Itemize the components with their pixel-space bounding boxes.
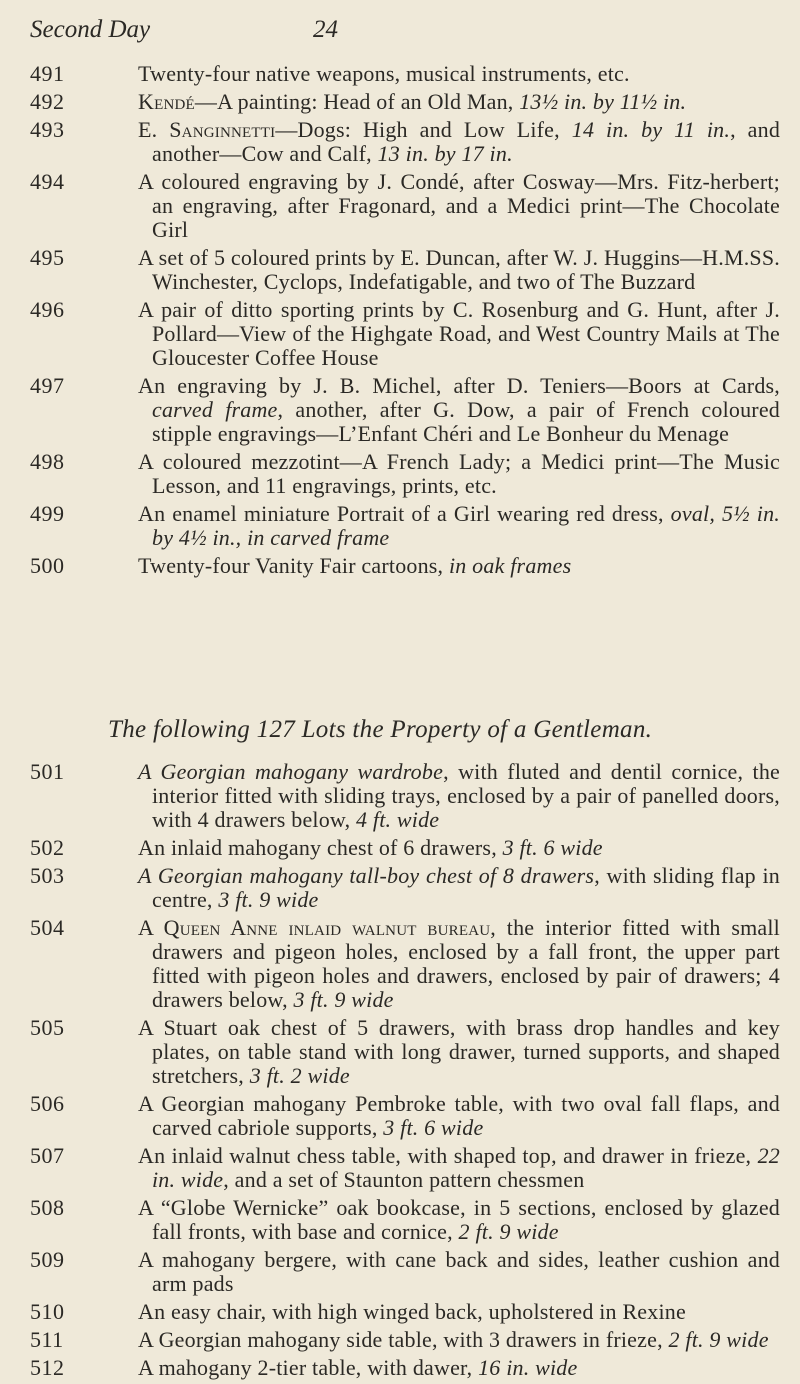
lot-number: 502 <box>30 835 65 860</box>
lot-description-part: 2 ft. 9 wide <box>458 1219 559 1244</box>
lot-description-part: 4 ft. wide <box>355 807 440 832</box>
lot-description <box>138 1196 780 1244</box>
lot-number: 499 <box>30 501 65 526</box>
lot-number: 491 <box>30 61 65 86</box>
lot-entry <box>30 450 780 498</box>
lot-number: 503 <box>30 863 65 888</box>
lot-description-part: E. Sanginnetti <box>138 117 276 142</box>
lot-entry <box>30 1016 780 1088</box>
lot-entry <box>30 1328 780 1352</box>
lot-description <box>138 1144 780 1192</box>
lot-entry <box>30 62 780 86</box>
lot-entry <box>30 1300 780 1324</box>
page-number: 24 <box>313 16 338 43</box>
lot-description-part: A Queen Anne inlaid walnut bureau <box>138 915 491 940</box>
lot-description-part: , another, after G. Dow, a pair of French coloured stipple engravings—L’Enfant Chéri and Le Bonheur du Menage <box>152 397 780 446</box>
lot-description-part: A Georgian mahogany side table, with 3 drawers in frieze, <box>138 1327 669 1352</box>
lot-description <box>138 246 780 294</box>
lot-description-part: , with sliding flap in centre, <box>152 863 780 912</box>
lot-description-part: 3 ft. 2 wide <box>249 1063 350 1088</box>
lot-description-part: 16 in. wide <box>478 1355 578 1380</box>
lot-description-part: Twenty-four native weapons, musical instruments, etc. <box>138 61 630 86</box>
lot-description-part: 3 ft. 6 wide <box>383 1115 484 1140</box>
lot-description <box>138 1300 780 1324</box>
lot-description-part: A pair of ditto sporting prints by C. Rosenburg and G. Hunt, after J. Pollard—View of the Highgate Road, and West Country Mails at The Gloucester Coffee House <box>138 297 780 370</box>
lot-number: 495 <box>30 245 65 270</box>
lot-description-part: An inlaid mahogany chest of 6 drawers, <box>138 835 503 860</box>
lot-description-part: A “Globe Wernicke” oak bookcase, in 5 sections, enclosed by glazed fall fronts, with base and cornice, <box>138 1195 780 1244</box>
lot-description-part: carved frame <box>152 397 278 422</box>
lot-description-part: Kendé <box>138 89 195 114</box>
lot-entry <box>30 502 780 550</box>
lot-description-part: Twenty-four Vanity Fair cartoons, <box>138 553 449 578</box>
lot-number: 509 <box>30 1247 65 1272</box>
lot-description <box>138 554 780 578</box>
lot-entry <box>30 1196 780 1244</box>
lot-number: 497 <box>30 373 65 398</box>
lot-entry <box>30 246 780 294</box>
lot-entry <box>30 118 780 166</box>
lot-entry <box>30 374 780 446</box>
lot-description-part: A set of 5 coloured prints by E. Duncan, after W. J. Huggins—H.M.SS. Winchester, Cyclops, Indefatigable, and two of The Buzzard <box>138 245 780 294</box>
lot-description-part: 3 ft. 9 wide <box>293 987 394 1012</box>
lot-description <box>138 864 780 912</box>
lot-entry <box>30 170 780 242</box>
lot-entry <box>30 554 780 578</box>
lot-description-part: 13½ in. by 11½ in. <box>519 89 687 114</box>
lot-number: 492 <box>30 89 65 114</box>
lot-description-part: , with fluted and dentil cornice, the interior fitted with sliding trays, enclosed by a pair of panelled doors, with 4 drawers below, <box>152 759 781 832</box>
lot-description <box>138 1016 780 1088</box>
lot-description-part: A Georgian mahogany Pembroke table, with two oval fall flaps, and carved cabriole supports, <box>138 1091 780 1140</box>
lot-entry <box>30 1144 780 1192</box>
lot-number: 504 <box>30 915 65 940</box>
lot-description <box>138 450 780 498</box>
lot-description-part: in oak frames <box>448 553 572 578</box>
lot-description-part: oval, 5½ in. by 4½ in., in carved frame <box>152 501 780 550</box>
lot-number: 506 <box>30 1091 65 1116</box>
lot-description-part: 2 ft. 9 wide <box>668 1327 769 1352</box>
lot-description-part: A mahogany 2-tier table, with dawer, <box>138 1355 479 1380</box>
lot-description-part: 22 in. wide <box>152 1143 780 1192</box>
running-title: Second Day <box>30 16 151 43</box>
lot-description-part: An enamel miniature Portrait of a Girl wearing red dress, <box>138 501 671 526</box>
lot-description <box>138 760 780 832</box>
lot-description <box>138 916 780 1012</box>
lot-description <box>138 298 780 370</box>
lot-entry <box>30 864 780 912</box>
lot-description-part: A coloured engraving by J. Condé, after Cosway—Mrs. Fitz-herbert; an engraving, after Fragonard, and a Medici print—The Chocolate Girl <box>138 169 780 242</box>
lot-description-part: A Stuart oak chest of 5 drawers, with brass drop handles and key plates, on table stand with long drawer, turned supports, and shaped stretchers, <box>138 1015 780 1088</box>
lot-number: 510 <box>30 1299 65 1324</box>
page-header <box>30 16 750 52</box>
lot-description-part: —A painting: Head of an Old Man, <box>194 89 520 114</box>
lot-description <box>138 502 780 550</box>
lot-description <box>138 1356 780 1380</box>
lot-description <box>138 1328 780 1352</box>
lot-entry <box>30 1356 780 1380</box>
lot-number: 505 <box>30 1015 65 1040</box>
lot-description <box>138 1092 780 1140</box>
lot-number: 511 <box>30 1327 64 1352</box>
lot-description <box>138 170 780 242</box>
lot-number: 501 <box>30 759 65 784</box>
lot-number: 500 <box>30 553 65 578</box>
lot-description-part: —Dogs: High and Low Life, <box>275 117 572 142</box>
lot-number: 493 <box>30 117 65 142</box>
section-heading: The following 127 Lots the Property of a Gentleman. <box>108 716 653 743</box>
lot-description-part: 3 ft. 6 wide <box>502 835 603 860</box>
lot-list-first <box>30 62 780 582</box>
lot-description <box>138 118 780 166</box>
lot-description <box>138 62 780 86</box>
lot-number: 496 <box>30 297 65 322</box>
lot-number: 494 <box>30 169 65 194</box>
lot-description-part: 13 in. by 17 in. <box>377 141 513 166</box>
lot-list-gentleman <box>30 760 780 1384</box>
lot-description-part: A Georgian mahogany wardrobe <box>138 759 444 784</box>
lot-description <box>138 90 780 114</box>
lot-entry <box>30 298 780 370</box>
lot-description-part: An inlaid walnut chess table, with shaped top, and drawer in frieze, <box>138 1143 758 1168</box>
lot-description-part: 3 ft. 9 wide <box>218 887 319 912</box>
lot-description <box>138 836 780 860</box>
lot-description-part: A coloured mezzotint—A French Lady; a Medici print—The Music Lesson, and 11 engravings, prints, etc. <box>138 449 780 498</box>
lot-entry <box>30 916 780 1012</box>
lot-description-part: An easy chair, with high winged back, upholstered in Rexine <box>138 1299 686 1324</box>
lot-entry <box>30 90 780 114</box>
lot-description-part: , and another—Cow and Calf, <box>152 117 781 166</box>
lot-entry <box>30 836 780 860</box>
lot-description-part: A Georgian mahogany tall-boy chest of 8 drawers <box>138 863 595 888</box>
lot-number: 512 <box>30 1355 65 1380</box>
lot-description-part: An engraving by J. B. Michel, after D. Teniers—Boors at Cards, <box>138 373 780 398</box>
lot-entry <box>30 1248 780 1296</box>
lot-description-part: 14 in. by 11 in. <box>571 117 731 142</box>
lot-description <box>138 1248 780 1296</box>
lot-description-part: , and a set of Staunton pattern chessmen <box>223 1167 585 1192</box>
lot-entry <box>30 1092 780 1140</box>
lot-number: 508 <box>30 1195 65 1220</box>
lot-number: 507 <box>30 1143 65 1168</box>
lot-description-part: , the interior fitted with small drawers and pigeon holes, enclosed by a fall front, the upper part fitted with pigeon holes and drawers, enclosed by pair of drawers; 4 drawers below, <box>152 915 780 1012</box>
lot-description-part: A mahogany bergere, with cane back and sides, leather cushion and arm pads <box>138 1247 780 1296</box>
lot-number: 498 <box>30 449 65 474</box>
lot-description <box>138 374 780 446</box>
lot-entry <box>30 760 780 832</box>
